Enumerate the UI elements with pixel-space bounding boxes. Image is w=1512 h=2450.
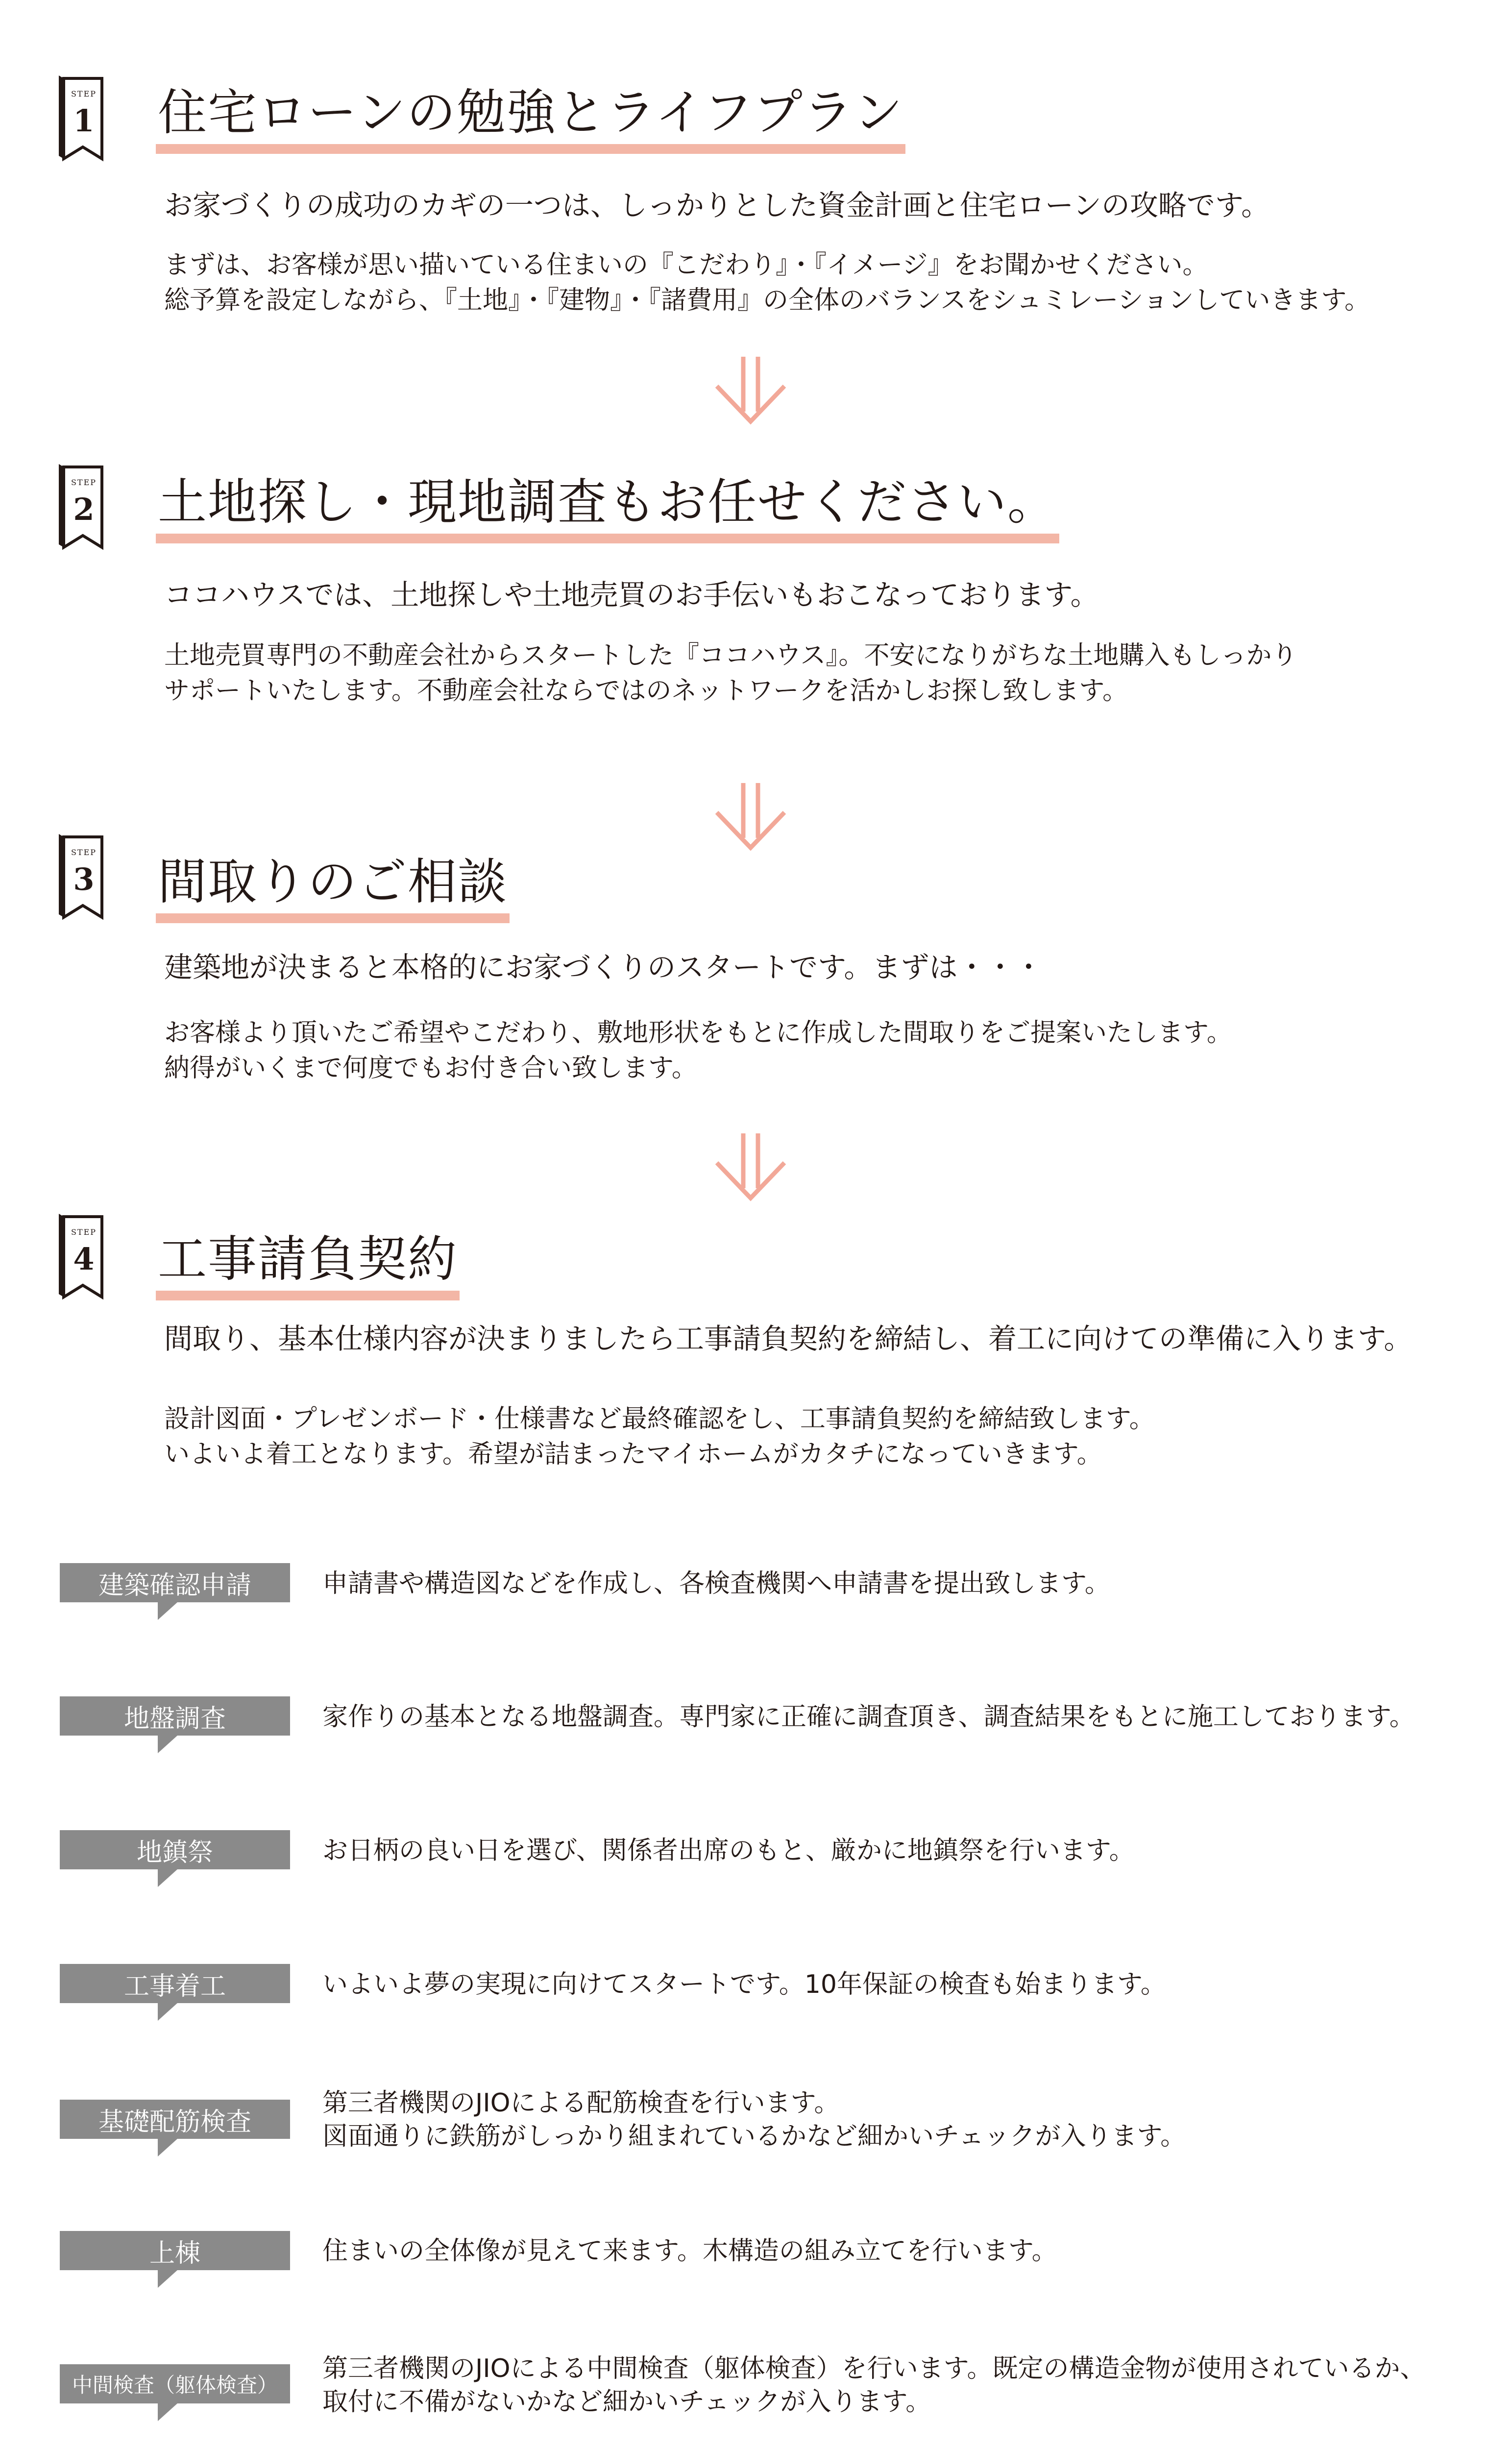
process-label: 地盤調査	[60, 1696, 290, 1736]
step-badge-number: 3	[73, 861, 95, 897]
step-lead-3: 建築地が決まると本格的にお家づくりのスタートです。まずは・・・	[164, 951, 1043, 984]
text-line: いよいよ夢の実現に向けてスタートです。10年保証の検査も始まります。	[322, 1970, 1166, 1999]
process-description	[322, 2086, 1186, 2153]
text-line: お日柄の良い日を選び、関係者出席のもと、厳かに地鎮祭を行います。	[322, 1836, 1135, 1865]
step-badge-word: STEP	[71, 848, 97, 857]
text-line: 申請書や構造図などを作成し、各検査機関へ申請書を提出致します。	[322, 1569, 1110, 1598]
text-line: 第三者機関のJIOによる中間検査（躯体検査）を行います。既定の構造金物が使用されているか、	[322, 2354, 1426, 2383]
text-line: 総予算を設定しながら、『土地』・『建物』・『諸費用』の全体のバランスをシュミレーションしていきます。	[164, 286, 1370, 315]
step-text-2	[164, 638, 1297, 709]
step-lead-2: ココハウスでは、土地探しや土地売買のお手伝いもおこなっております。	[164, 578, 1099, 612]
text-line: まずは、お客様が思い描いている住まいの『こだわり』・『イメージ』をお聞かせください。	[164, 250, 1208, 280]
step-lead-1: お家づくりの成功のカギの一つは、しっかりとした資金計画と住宅ローンの攻略です。	[164, 189, 1270, 222]
step-text-4	[164, 1401, 1155, 1472]
step-badge-3	[55, 833, 109, 921]
step-badge-1	[55, 74, 109, 163]
text-line: お客様より頂いたご希望やこだわり、敷地形状をもとに作成した間取りをご提案いたします。	[164, 1018, 1232, 1048]
step-badge-word: STEP	[71, 89, 97, 98]
process-description	[322, 2352, 1425, 2419]
text-line: いよいよ着工となります。希望が詰まったマイホームがカタチになっていきます。	[164, 1440, 1102, 1469]
process-description	[322, 1567, 1110, 1600]
process-label: 基礎配筋検査	[60, 2100, 290, 2139]
process-label: 工事着工	[60, 1964, 290, 2003]
text-line: 土地売買専門の不動産会社からスタートした『ココハウス』。不安になりがちな土地購入もしっかり	[164, 641, 1297, 670]
down-arrow-icon	[714, 353, 787, 426]
step-badge-4	[55, 1213, 109, 1301]
process-description	[322, 1968, 1166, 2001]
step-title-1: 住宅ローンの勉強とライフプラン	[158, 84, 903, 141]
process-label: 中間検査（躯体検査）	[60, 2364, 290, 2403]
process-description	[322, 2234, 1057, 2268]
step-badge-2	[55, 463, 109, 551]
step-badge-word: STEP	[71, 478, 97, 487]
step-badge-number: 2	[73, 491, 95, 527]
step-title-4: 工事請負契約	[158, 1230, 458, 1288]
step-badge-number: 1	[73, 103, 95, 139]
down-arrow-icon	[714, 779, 787, 853]
step-title-3: 間取りのご相談	[158, 853, 508, 910]
text-line: 第三者機関のJIOによる配筋検査を行います。	[322, 2088, 840, 2118]
process-description	[322, 1700, 1415, 1734]
text-line: サポートいたします。不動産会社ならではのネットワークを活かしお探し致します。	[164, 676, 1128, 706]
text-line: 図面通りに鉄筋がしっかり組まれているかなど細かいチェックが入ります。	[322, 2122, 1186, 2151]
text-line: 家作りの基本となる地盤調査。専門家に正確に調査頂き、調査結果をもとに施工しております。	[322, 1702, 1415, 1732]
step-text-3	[164, 1015, 1232, 1086]
process-label: 建築確認申請	[60, 1563, 290, 1602]
down-arrow-icon	[714, 1129, 787, 1203]
step-lead-4: 間取り、基本仕様内容が決まりましたら工事請負契約を締結し、着工に向けての準備に入ります。	[164, 1322, 1413, 1355]
text-line: 納得がいくまで何度でもお付き合い致します。	[164, 1054, 697, 1083]
process-label: 上棟	[60, 2231, 290, 2270]
step-text-1	[164, 247, 1370, 318]
step-badge-number: 4	[73, 1241, 95, 1277]
text-line: 住まいの全体像が見えて来ます。木構造の組み立てを行います。	[322, 2236, 1057, 2266]
step-title-2: 土地探し・現地調査もお任せください。	[158, 473, 1057, 531]
text-line: 取付に不備がないかなど細かいチェックが入ります。	[322, 2387, 931, 2417]
process-description	[322, 1834, 1135, 1867]
text-line: 設計図面・プレゼンボード・仕様書など最終確認をし、工事請負契約を締結致します。	[164, 1404, 1155, 1434]
step-badge-word: STEP	[71, 1227, 97, 1237]
process-label: 地鎮祭	[60, 1830, 290, 1869]
